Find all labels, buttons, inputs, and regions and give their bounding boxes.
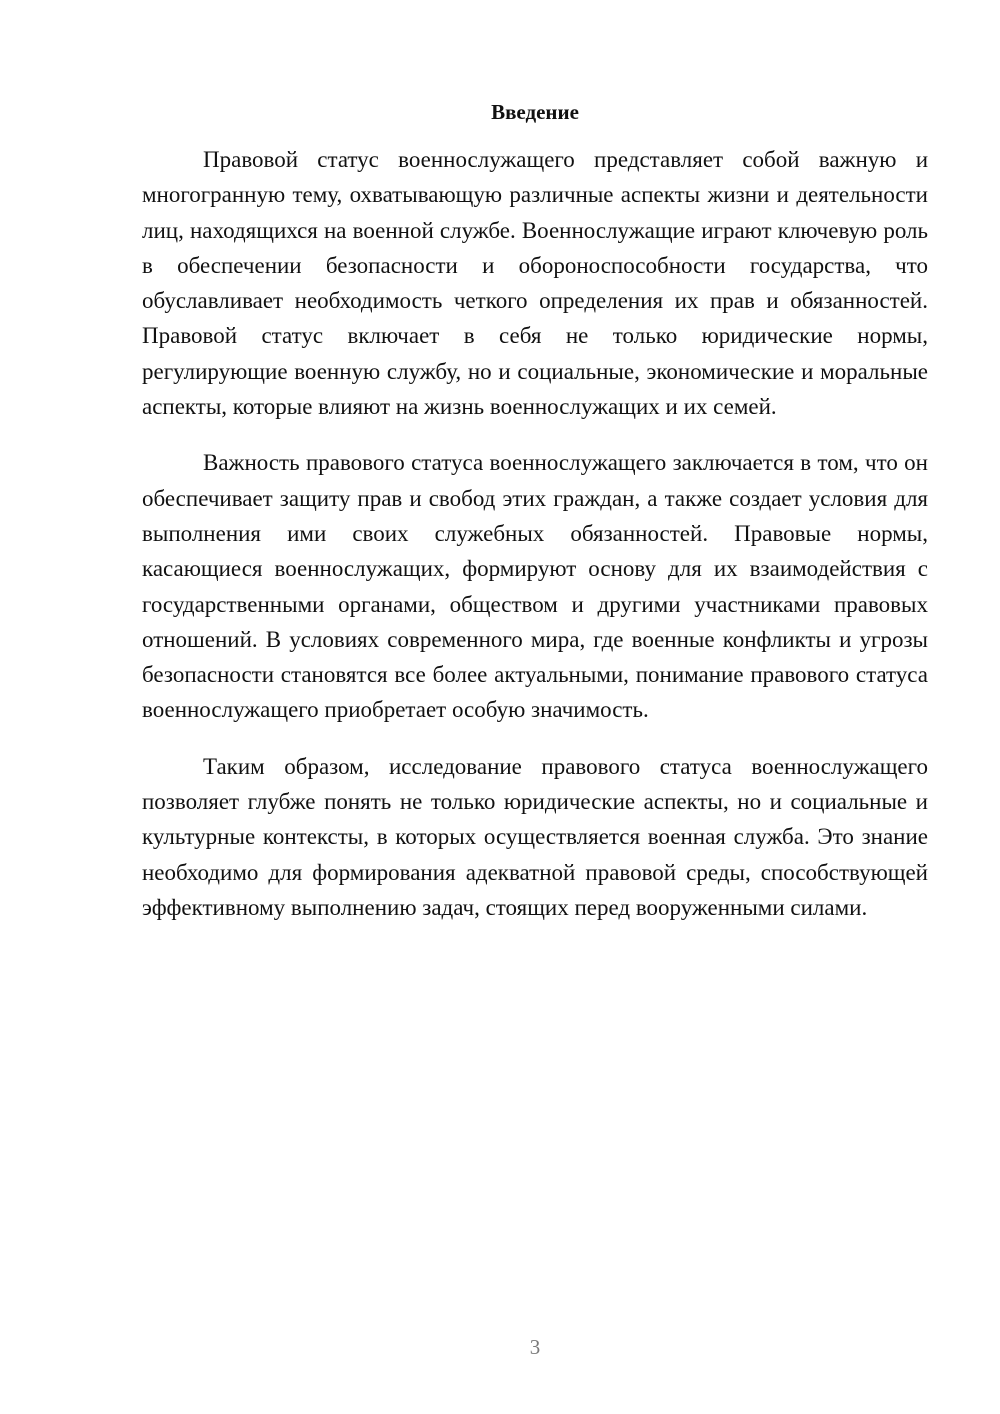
paragraph-2: Важность правового статуса военнослужащего заключается в том, что он обеспечивает защиту прав и свобод этих граждан, а также создает условия для выполнения ими своих служебных обязанностей. Правовые нормы, касающиеся военнослужащих, формируют основу для их взаимодействия с государственными органами, обществом и другими участниками правовых отношений. В условиях современного мира, где военные конфликты и угрозы безопасности становятся все более актуальными, понимание правового статуса военнослужащего приобретает особую значимость. [142,450,928,723]
body-text [142,142,928,946]
paragraph-3: Таким образом, исследование правового статуса военнослужащего позволяет глубже понять не только юридические аспекты, но и социальные и культурные контексты, в которых осуществляется военная служба. Это знание необходимо для формирования адекватной правовой среды, способствующей эффективному выполнению задач, стоящих перед вооруженными силами. [142,753,928,920]
page-number: 3 [529,1335,541,1359]
paragraph-1: Правовой статус военнослужащего представляет собой важную и многогранную тему, охватывающую различные аспекты жизни и деятельности лиц, находящихся на военной службе. Военнослужащие играют ключевую роль в обеспечении безопасности и обороноспособности государства, что обуславливает необходимость четкого определения их прав и обязанностей. Правовой статус включает в себя не только юридические нормы, регулирующие военную службу, но и социальные, экономические и моральные аспекты, которые влияют на жизнь военнослужащих и их семей. [142,147,928,420]
section-title: Введение [491,100,579,124]
